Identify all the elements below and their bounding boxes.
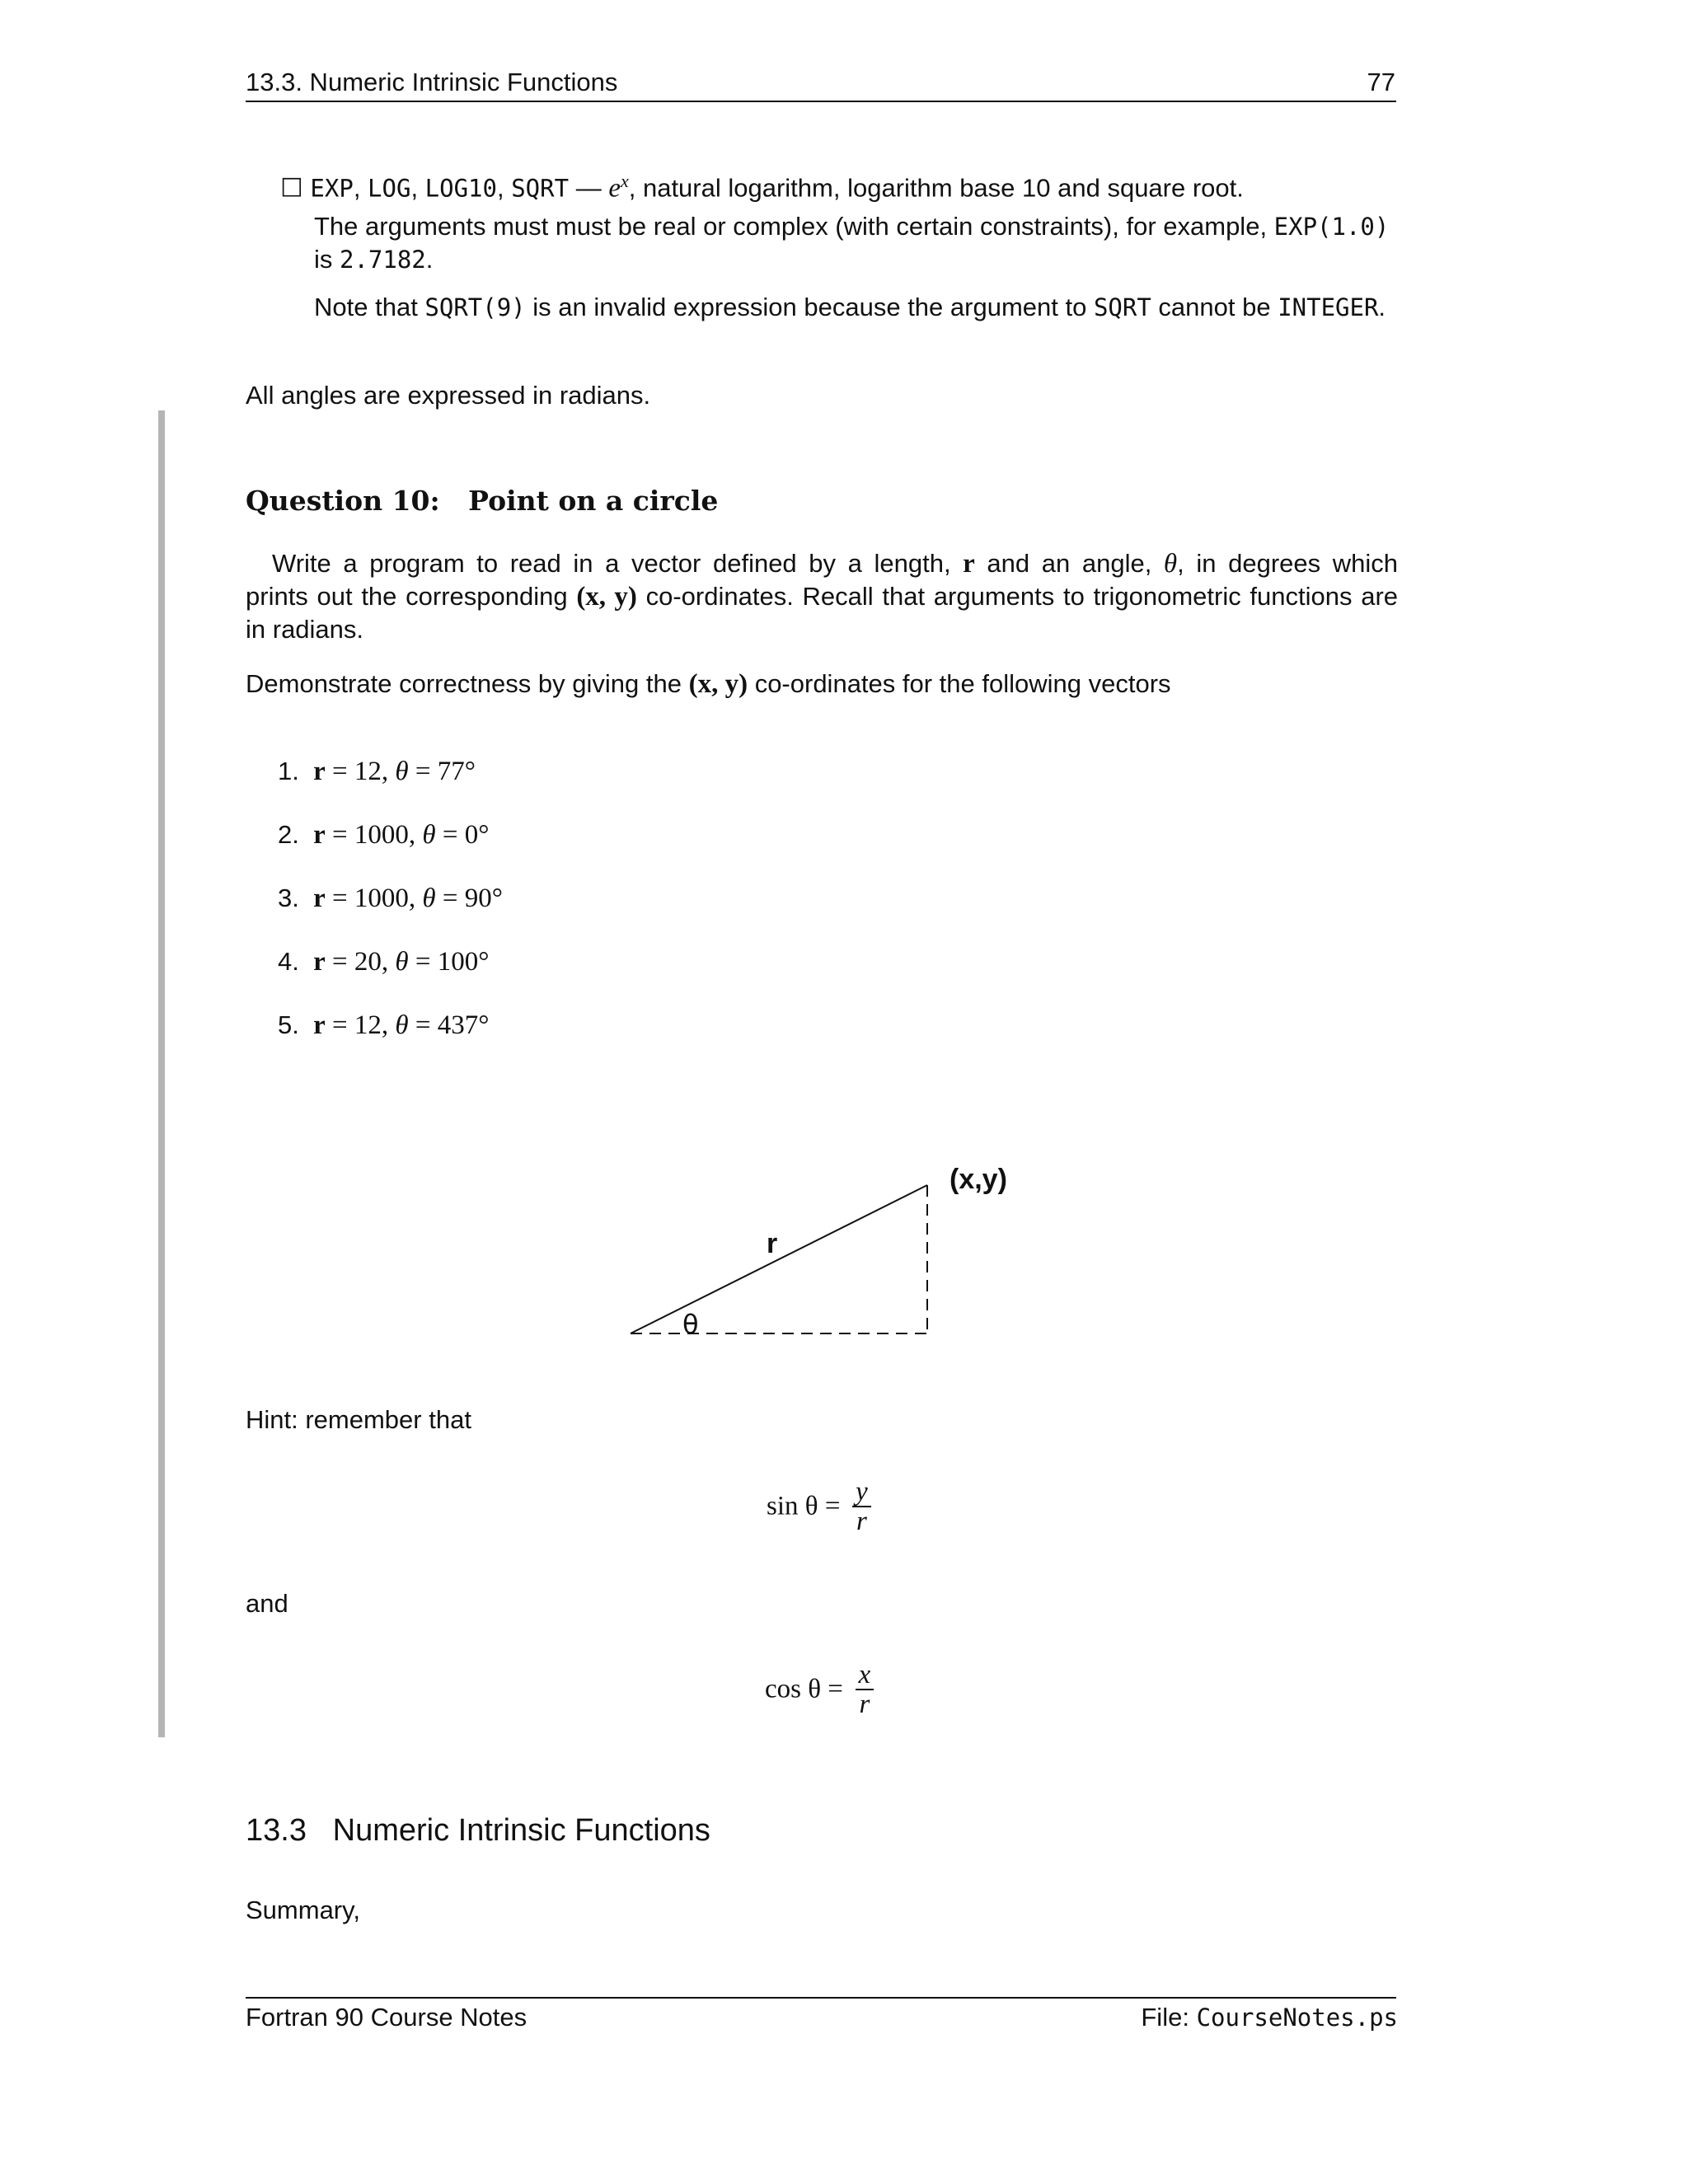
q-text-2b: co-ordinates. Recall that arguments to trigonometric functions are (636, 582, 1399, 611)
q-r: r (963, 549, 975, 579)
func-log10: LOG10 (424, 174, 497, 203)
para2-text-c: cannot be (1151, 293, 1278, 321)
item-num: 3. (278, 883, 299, 912)
page-number: 77 (1367, 68, 1395, 96)
question-heading (246, 485, 718, 517)
item-r: 12 (354, 757, 382, 786)
section-title: Numeric Intrinsic Functions (332, 1813, 710, 1848)
item-theta: 437° (437, 1010, 490, 1040)
footer-file-label: File: (1141, 2003, 1197, 2032)
func-log: LOG (368, 174, 411, 203)
exp-base: e (608, 173, 621, 204)
section-number: 13.3 (246, 1813, 307, 1848)
q-line-2 (246, 580, 1398, 613)
item-num: 2. (278, 820, 299, 849)
footer-file-name: CourseNotes.ps (1196, 2004, 1398, 2032)
summary-text: Summary, (246, 1896, 360, 1924)
vector-list (278, 757, 503, 1074)
sin-lhs: sin θ = (767, 1491, 841, 1521)
bullet-para-1 (314, 210, 1402, 276)
item-theta: 0° (464, 820, 490, 850)
para2-text-b: is an invalid expression because the argument to (525, 293, 1094, 321)
bullet-desc: , natural logarithm, logarithm base 10 and square root. (628, 173, 1244, 203)
running-header-section: 13.3. Numeric Intrinsic Functions (246, 68, 618, 96)
q-text-1c: , in degrees which (1177, 549, 1398, 578)
header-rule (246, 101, 1396, 102)
and-text: and (246, 1589, 288, 1618)
para1-text-a: The arguments must must be real or complex (with certain constraints), for example, (314, 212, 1274, 241)
cos-denominator: r (859, 1690, 870, 1719)
para2-code-sqrt9: SQRT(9) (424, 293, 526, 321)
change-bar (158, 410, 165, 1737)
para1-value: 2.7182 (340, 246, 426, 274)
q2-xy: (x, y) (688, 669, 748, 699)
list-item: 2. r = 1000, θ = 0° (278, 820, 490, 850)
cos-numerator: x (856, 1661, 874, 1690)
para1-code: EXP(1.0) (1273, 213, 1390, 241)
angles-note: All angles are expressed in radians. (246, 381, 651, 410)
question-para-2 (246, 669, 1171, 700)
hypotenuse-line (631, 1185, 927, 1333)
para2-code-integer: INTEGER (1278, 293, 1379, 321)
cos-lhs: cos θ = (765, 1674, 843, 1704)
q-line-3: in radians. (246, 615, 364, 644)
r-label: r (767, 1228, 778, 1259)
item-num: 1. (278, 757, 299, 785)
para1-end: . (425, 245, 434, 274)
item-r: 12 (354, 1010, 382, 1040)
item-r: 20 (354, 947, 382, 977)
q-text-1b: and an angle, (974, 549, 1164, 578)
exp-sup: x (620, 171, 629, 191)
item-r: 1000 (354, 883, 409, 913)
item-theta: 100° (437, 947, 490, 977)
para1-text-b: is (314, 245, 340, 274)
q-theta: θ (1163, 549, 1178, 579)
list-item: 5. r = 12, θ = 437° (278, 1010, 490, 1040)
q-xy: (x, y) (576, 582, 637, 612)
footer-left: Fortran 90 Course Notes (246, 2003, 528, 2032)
cos-equation (765, 1661, 874, 1718)
q-text-2a: prints out the corresponding (246, 582, 577, 611)
cos-fraction (856, 1661, 874, 1718)
para2-text-a: Note that (314, 293, 425, 321)
checkbox-icon: ☐ (280, 173, 303, 203)
list-item: 1. r = 12, θ = 77° (278, 757, 476, 786)
point-label: (x,y) (950, 1164, 1007, 1195)
para2-end: . (1378, 293, 1386, 321)
sin-fraction (852, 1478, 871, 1535)
triangle-diagram (610, 1146, 1071, 1360)
bullet-line: ☐ EXP, LOG, LOG10, SQRT — $e^x$, natural logarithm, logarithm base 10 and square root. (280, 171, 1244, 204)
q-line-1 (246, 547, 1398, 580)
footer-rule (246, 1997, 1396, 1999)
list-item: 3. r = 1000, θ = 90° (278, 883, 503, 913)
bullet-para-2 (314, 291, 1410, 324)
func-sqrt: SQRT (511, 174, 570, 203)
func-exp: EXP (310, 174, 354, 203)
item-num: 4. (278, 947, 299, 976)
theta-label: θ (682, 1309, 699, 1340)
item-theta: 77° (437, 757, 476, 786)
q2-text-a: Demonstrate correctness by giving the (246, 669, 689, 698)
sin-equation (767, 1478, 871, 1535)
section-heading (246, 1813, 710, 1849)
question-label: Question 10: (246, 485, 440, 517)
q2-text-b: co-ordinates for the following vectors (748, 669, 1171, 698)
bullet-item (280, 165, 1401, 204)
question-title: Point on a circle (468, 485, 719, 517)
item-r: 1000 (354, 820, 409, 850)
para2-code-sqrt: SQRT (1093, 293, 1151, 321)
question-para-1 (246, 547, 1398, 646)
q-text-1a: Write a program to read in a vector defined by a length, (272, 549, 964, 578)
em-dash: — (575, 173, 602, 203)
footer-right (1141, 2003, 1398, 2032)
sin-numerator: y (852, 1478, 871, 1507)
list-item: 4. r = 20, θ = 100° (278, 947, 490, 977)
hint-text: Hint: remember that (246, 1405, 471, 1434)
sin-denominator: r (856, 1507, 867, 1536)
item-num: 5. (278, 1010, 299, 1039)
item-theta: 90° (464, 883, 503, 913)
